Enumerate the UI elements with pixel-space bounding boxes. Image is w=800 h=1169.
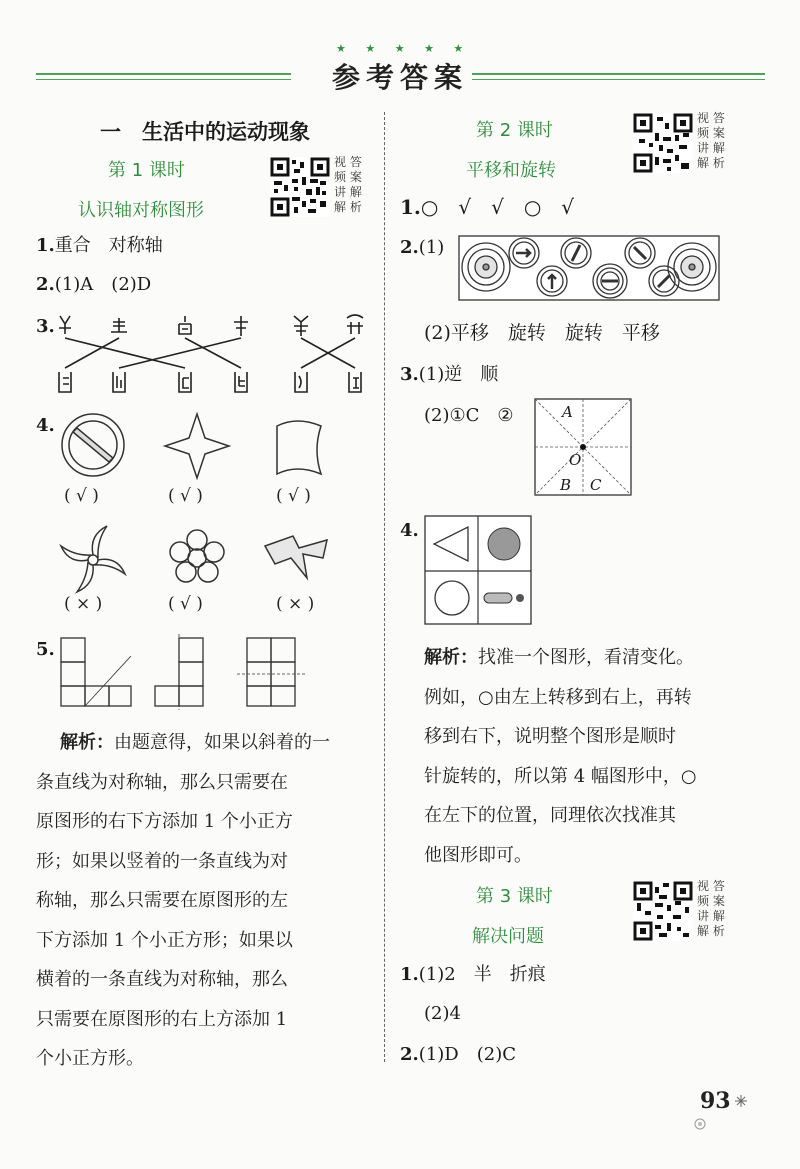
question-3 — [400, 361, 498, 389]
judgement-mark: ( × ) — [276, 594, 315, 614]
qr-caption-char: 析 — [349, 200, 362, 214]
explanation-line: 针旋转的，所以第 4 幅图形中，○ — [424, 765, 697, 787]
flower-shape — [170, 530, 224, 582]
ancient-glyph — [113, 372, 125, 392]
explanation-line: 个小正方形。 — [36, 1048, 144, 1069]
answer-text: 重合 对称轴 — [54, 235, 163, 256]
page-title: 参考答案 — [331, 61, 468, 94]
qr-caption-char: 答 — [349, 155, 362, 169]
lesson1-label: 第 1 课时 — [108, 160, 185, 181]
question-number: 2. — [36, 274, 55, 295]
direction-square — [534, 398, 632, 496]
qr-code-icon[interactable] — [633, 881, 693, 941]
lesson3-question-2 — [400, 1041, 516, 1069]
qr-caption-char: 析 — [712, 924, 725, 938]
answer-part: (1)逆 顺 — [418, 364, 499, 385]
qr-caption-char: 解 — [712, 141, 725, 155]
explanation-line: 横着的一条直线为对称轴，那么 — [36, 969, 288, 990]
qr-caption — [697, 111, 729, 171]
square-figures — [55, 634, 315, 710]
qr-caption-char: 解 — [697, 156, 710, 170]
answer-text: ○ √ √ ○ √ — [420, 195, 575, 219]
ancient-glyph — [179, 372, 191, 392]
explanation-line: 在左下的位置，同理依次找准其 — [424, 805, 676, 826]
pinwheel-shape — [61, 526, 125, 592]
qr-caption-char: 频 — [697, 126, 710, 140]
question-2-part2: (2)平移 旋转 旋转 平移 — [424, 322, 660, 344]
square-figure-horizontal — [237, 638, 305, 706]
qr-caption — [697, 879, 729, 939]
qr-code-icon[interactable] — [270, 157, 330, 217]
question-2 — [400, 234, 444, 262]
region-label: B — [560, 476, 572, 494]
page-number: 93 — [700, 1088, 731, 1114]
question-number: 1. — [36, 235, 55, 256]
bar-shape — [484, 593, 512, 603]
lesson3-question-1 — [400, 961, 546, 989]
lesson2-label: 第 2 课时 — [476, 120, 553, 141]
judgement-mark: ( √ ) — [64, 486, 99, 506]
lesson3-question-1-part2: (2)4 — [424, 1003, 461, 1024]
explanation-line: 称轴，那么只需要在原图形的左 — [36, 890, 288, 911]
question-number: 1. — [400, 195, 421, 219]
qr-caption-char: 讲 — [334, 185, 347, 199]
lesson3-name: 解决问题 — [472, 926, 544, 947]
qr-caption-char: 案 — [712, 126, 725, 140]
ancient-glyph — [347, 315, 363, 334]
qr-caption-char: 讲 — [697, 909, 710, 923]
qr-caption-char: 解 — [712, 909, 725, 923]
answer-part: (1) — [418, 237, 445, 258]
ancient-glyph — [235, 372, 247, 392]
ancient-glyph — [294, 316, 308, 336]
answer-part: (1)2 半 折痕 — [418, 964, 546, 985]
question-3-part2: (2)①C ② — [424, 405, 514, 426]
question-3-number: 3. — [36, 316, 55, 337]
square-figure-vertical — [155, 634, 203, 710]
question-number: 1. — [400, 964, 419, 985]
qr-code-icon[interactable] — [633, 113, 693, 173]
qr-caption-char: 频 — [334, 170, 347, 184]
ancient-glyph — [59, 372, 71, 392]
four-point-star-shape — [165, 414, 229, 478]
question-1 — [400, 193, 574, 221]
dotted-circle-shape — [488, 528, 520, 560]
rotation-grid — [424, 515, 532, 625]
question-4-number: 4. — [400, 520, 419, 541]
answer-text: (1)D (2)C — [418, 1044, 516, 1065]
qr-caption-char: 案 — [712, 894, 725, 908]
explanation-line: 例如，○由左上转移到右上，再转 — [424, 686, 692, 708]
judgement-mark: ( √ ) — [276, 486, 311, 506]
lesson2-name: 平移和旋转 — [466, 160, 556, 181]
explanation-line: 他图形即可。 — [424, 844, 532, 866]
qr-caption-char: 解 — [349, 185, 362, 199]
explanation-left — [36, 723, 380, 1079]
explanation-right — [424, 638, 764, 875]
square-figure-diagonal — [61, 638, 131, 706]
prohibition-sign-shape — [62, 414, 124, 476]
region-label: A — [562, 403, 573, 421]
qr-caption-char: 答 — [712, 111, 725, 125]
qr-caption-char: 视 — [697, 111, 710, 125]
qr-caption-char: 频 — [697, 894, 710, 908]
judgement-mark: ( × ) — [64, 594, 103, 614]
explanation-line: 由题意得，如果以斜着的一 — [114, 732, 330, 753]
explanation-line: 移到右下，说明整个图形是顺时 — [424, 726, 676, 747]
column-divider — [384, 112, 385, 1062]
qr-caption-char: 讲 — [697, 141, 710, 155]
dot-shape — [516, 594, 524, 602]
explanation-line: 条直线为对称轴，那么只需要在 — [36, 771, 288, 793]
region-label: C — [590, 476, 602, 494]
judgement-mark: ( √ ) — [168, 486, 203, 506]
flower-decoration-icon — [694, 1118, 706, 1130]
arrow-circle-icon — [561, 238, 591, 268]
qr-caption-char: 解 — [334, 200, 347, 214]
explanation-line: 找准一个图形，看清变化。 — [478, 647, 694, 668]
arrow-circle-icon — [537, 266, 567, 296]
answer-text: (1)A (2)D — [54, 274, 152, 295]
ancient-glyph — [295, 372, 307, 392]
ancient-glyph — [59, 316, 71, 334]
arrow-circle-icon — [509, 238, 539, 268]
arrow-circle-icon — [625, 238, 655, 268]
qr-caption-char: 析 — [712, 156, 725, 170]
ancient-glyph — [111, 318, 127, 332]
lesson1-name: 认识轴对称图形 — [78, 200, 204, 221]
explanation-label: 解析： — [424, 647, 478, 668]
curved-ribbon-shape — [277, 421, 321, 474]
snowflake-icon — [734, 1094, 748, 1108]
question-number: 2. — [400, 237, 419, 258]
explanation-label: 解析： — [60, 732, 114, 753]
question-2 — [36, 271, 151, 299]
header-stars: ★ ★ ★ ★ ★ — [336, 42, 472, 55]
ancient-glyph — [234, 316, 248, 336]
qr-caption-char: 视 — [697, 879, 710, 893]
center-label: O — [569, 451, 582, 469]
rotation-strip — [458, 235, 720, 301]
lesson3-label: 第 3 课时 — [476, 886, 553, 907]
judgement-mark: ( √ ) — [168, 594, 203, 614]
qr-caption-char: 视 — [334, 155, 347, 169]
qr-caption-char: 案 — [349, 170, 362, 184]
question-number: 3. — [400, 364, 419, 385]
qr-caption-char: 答 — [712, 879, 725, 893]
ancient-glyph — [179, 316, 191, 334]
matching-diagram — [55, 312, 385, 397]
explanation-line: 只需要在原图形的右上方添加 1 — [36, 1008, 288, 1030]
question-4-number: 4. — [36, 415, 55, 436]
question-number: 2. — [400, 1044, 419, 1065]
unit-title: 一 生活中的运动现象 — [100, 120, 310, 144]
qr-caption-char: 解 — [697, 924, 710, 938]
explanation-line: 形；如果以竖着的一条直线为对 — [36, 850, 288, 872]
explanation-line: 原图形的右下方添加 1 个小正方 — [36, 811, 293, 832]
lightning-shape — [265, 536, 327, 578]
question-1 — [36, 232, 163, 260]
qr-caption — [334, 155, 366, 215]
explanation-line: 下方添加 1 个小正方形；如果以 — [36, 929, 293, 951]
question-5-number: 5. — [36, 639, 55, 660]
ancient-glyph — [349, 372, 361, 392]
